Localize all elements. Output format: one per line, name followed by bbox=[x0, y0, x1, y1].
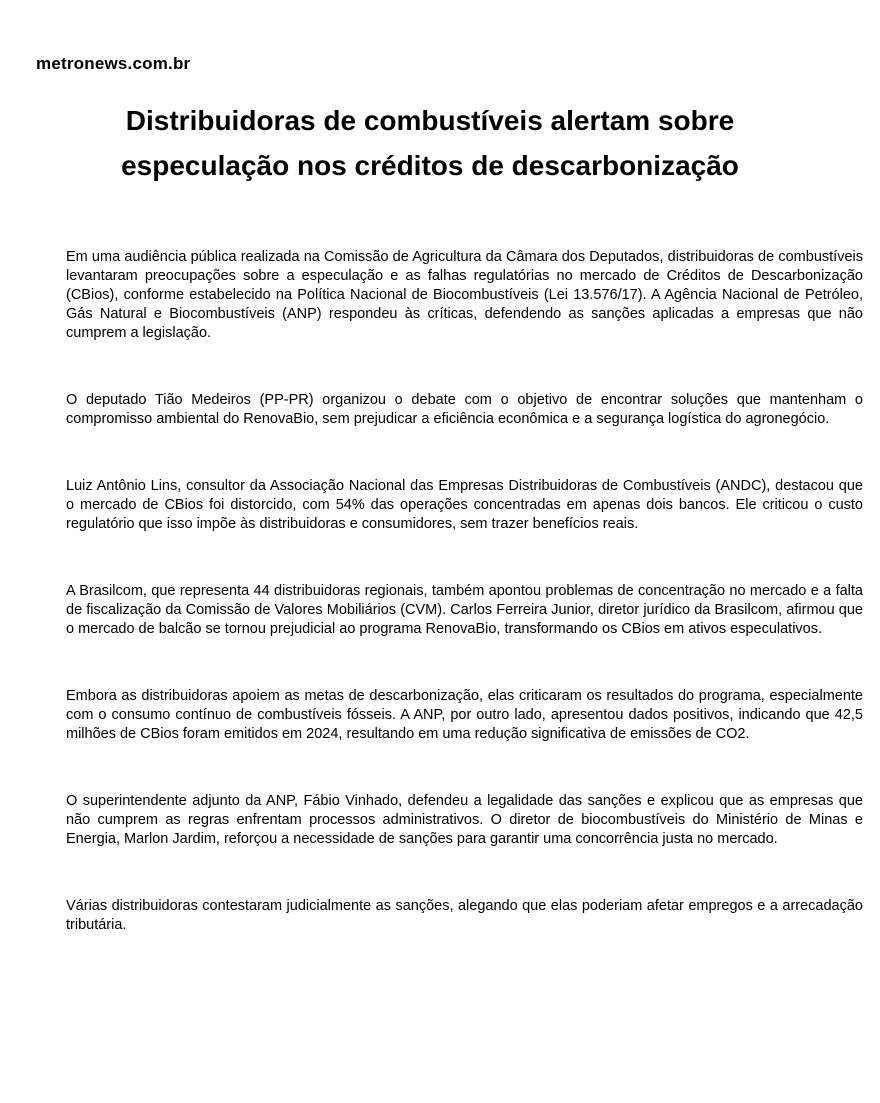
article-paragraph-6: O superintendente adjunto da ANP, Fábio Vinhado, defendeu a legalidade das sanções e explicou que as empresas que não cumprem as regras enfrentam processos administrativos. O diretor de biocombustíveis do Ministério de Minas e Energia, Marlon Jardim, reforçou a necessidade de sanções para garantir uma concorrência justa no mercado. bbox=[66, 793, 863, 847]
article-body bbox=[66, 248, 863, 983]
article-paragraph-5: Embora as distribuidoras apoiem as metas de descarbonização, elas criticaram os resultados do programa, especialmente com o consumo contínuo de combustíveis fósseis. A ANP, por outro lado, apresentou dados positivos, indicando que 42,5 milhões de CBios foram emitidos em 2024, resultando em uma redução significativa de emissões de CO2. bbox=[66, 688, 863, 742]
article-paragraph-1: Em uma audiência pública realizada na Comissão de Agricultura da Câmara dos Deputados, distribuidoras de combustíveis levantaram preocupações sobre a especulação e as falhas regulatórias no mercado de Créditos de Descarbonização (CBios), conforme estabelecido na Política Nacional de Biocombustíveis (Lei 13.576/17). A Agência Nacional de Petróleo, Gás Natural e Biocombustíveis (ANP) respondeu às críticas, defendendo as sanções aplicadas a empresas que não cumprem a legislação. bbox=[66, 249, 863, 341]
article-paragraph-2: O deputado Tião Medeiros (PP-PR) organizou o debate com o objetivo de encontrar soluções que mantenham o compromisso ambiental do RenovaBio, sem prejudicar a eficiência econômica e a segurança logística do agronegócio. bbox=[66, 392, 863, 427]
article-title: Distribuidoras de combustíveis alertam sobre especulação nos créditos de descarbonização bbox=[121, 105, 739, 181]
article-paragraph-7: Várias distribuidoras contestaram judicialmente as sanções, alegando que elas poderiam afetar empregos e a arrecadação tributária. bbox=[66, 898, 863, 933]
site-name: metronews.com.br bbox=[36, 54, 191, 73]
article-paragraph-4: A Brasilcom, que representa 44 distribuidoras regionais, também apontou problemas de concentração no mercado e a falta de fiscalização da Comissão de Valores Mobiliários (CVM). Carlos Ferreira Junior, diretor jurídico da Brasilcom, afirmou que o mercado de balcão se tornou prejudicial ao programa RenovaBio, transformando os CBios em ativos especulativos. bbox=[66, 583, 863, 637]
article-paragraph-3: Luiz Antônio Lins, consultor da Associação Nacional das Empresas Distribuidoras de Combustíveis (ANDC), destacou que o mercado de CBios foi distorcido, com 54% das operações concentradas em apenas dois bancos. Ele criticou o custo regulatório que isso impõe às distribuidoras e consumidores, sem trazer benefícios reais. bbox=[66, 478, 863, 532]
